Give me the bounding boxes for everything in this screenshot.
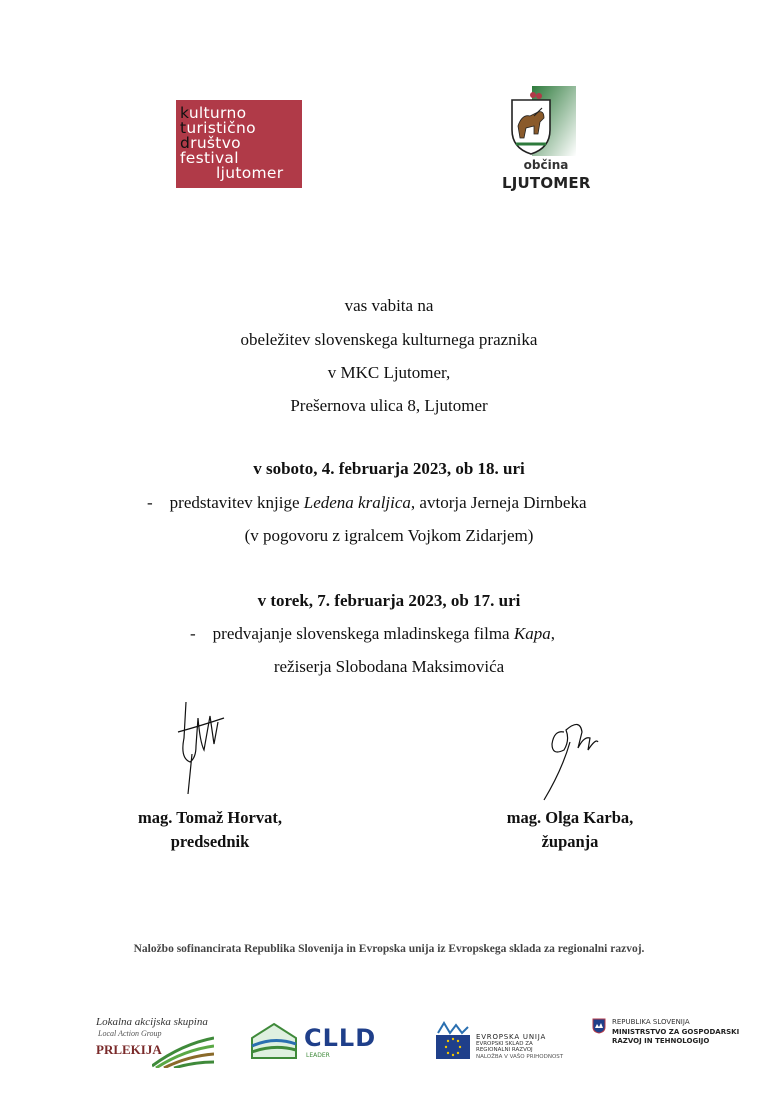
event-1-desc-suffix: , avtorja Jerneja Dirnbeka	[410, 493, 587, 512]
ministry-line-2: MINISTRSTVO ZA GOSPODARSKI	[612, 1028, 740, 1036]
las-line-2: Local Action Group	[98, 1029, 162, 1038]
signatory-2-name: mag. Olga Karba,	[506, 808, 634, 827]
event-1-desc-prefix: predstavitev knjige	[169, 493, 304, 512]
occasion-line: obeležitev slovenskega kulturnega praznika	[240, 330, 538, 349]
ktd-festival-logo	[176, 100, 302, 188]
funding-note: Naložbo sofinancirata Republika Slovenija in Evropska unija iz Evropskega sklada za regionalni razvoj.	[133, 943, 645, 955]
event-1-book-title: Ledena kraljica	[303, 493, 411, 512]
event-2-description	[190, 624, 555, 644]
clld-emblem-icon	[248, 1022, 300, 1062]
ljutomer-word: LJUTOMER	[502, 174, 591, 192]
signatory-1-role: predsednik	[170, 832, 250, 851]
clld-text: CLLD	[304, 1024, 377, 1052]
logo-initial-k: k	[180, 104, 189, 122]
obcina-ljutomer-logo	[502, 86, 591, 196]
ministry-line-3: RAZVOJ IN TEHNOLOGIJO	[612, 1037, 710, 1045]
address-line: Prešernova ulica 8, Ljutomer	[290, 396, 488, 415]
signatory-2-role: županja	[541, 832, 599, 851]
obcina-word: občina	[523, 158, 569, 172]
eu-flag-icon	[436, 1021, 470, 1061]
eu-line-1: EVROPSKA UNIJA	[476, 1033, 547, 1041]
las-prlekija-logo	[94, 1016, 214, 1068]
ministry-logo	[592, 1016, 742, 1050]
field-stripes-icon	[152, 1034, 214, 1068]
ministry-line-1: REPUBLIKA SLOVENIJA	[612, 1018, 690, 1026]
logo-line-4: festival	[180, 149, 239, 167]
signature-horvat	[170, 698, 230, 796]
signatory-1-name: mag. Tomaž Horvat,	[138, 808, 282, 827]
logo-line-2-rest: uristično	[186, 119, 256, 137]
signature-karba	[540, 710, 610, 802]
clld-sub: LEADER	[306, 1052, 330, 1059]
event-2-desc-prefix: predvajanje slovenskega mladinskega filma	[212, 624, 514, 643]
las-line-3: PRLEKIJA	[96, 1042, 162, 1057]
eu-fund-logo	[436, 1021, 576, 1063]
event-2-desc-line2: režiserja Slobodana Maksimovića	[273, 657, 505, 676]
clld-leader-logo	[248, 1022, 390, 1062]
event-1-dash: -	[147, 493, 153, 512]
event-2-dash: -	[190, 624, 196, 643]
coat-of-arms-icon	[508, 86, 578, 158]
event-1-desc-line2: (v pogovoru z igralcem Vojkom Zidarjem)	[244, 526, 534, 545]
logo-initial-d: d	[180, 134, 191, 152]
logo-line-1-rest: ulturno	[188, 104, 247, 122]
logo-initial-t: t	[180, 119, 187, 137]
event-1-description	[147, 493, 587, 513]
slovenia-coat-icon	[592, 1018, 606, 1034]
logo-line-5: ljutomer	[216, 164, 284, 182]
venue-line: v MKC Ljutomer,	[327, 363, 451, 382]
event-2-film-title: Kapa	[513, 624, 551, 643]
las-line-1: Lokalna akcijska skupina	[96, 1016, 208, 1028]
logo-line-3-rest: ruštvo	[190, 134, 241, 152]
event-2-date: v torek, 7. februarja 2023, ob 17. uri	[257, 591, 521, 610]
eu-line-2: EVROPSKI SKLAD ZA	[476, 1041, 533, 1047]
eu-line-4: NALOŽBA V VAŠO PRIHODNOST	[476, 1054, 564, 1060]
intro-line: vas vabita na	[344, 296, 434, 315]
event-1-date: v soboto, 4. februarja 2023, ob 18. uri	[253, 459, 525, 478]
event-2-desc-suffix: ,	[550, 624, 555, 643]
eu-line-3: REGIONALNI RAZVOJ	[476, 1047, 533, 1053]
